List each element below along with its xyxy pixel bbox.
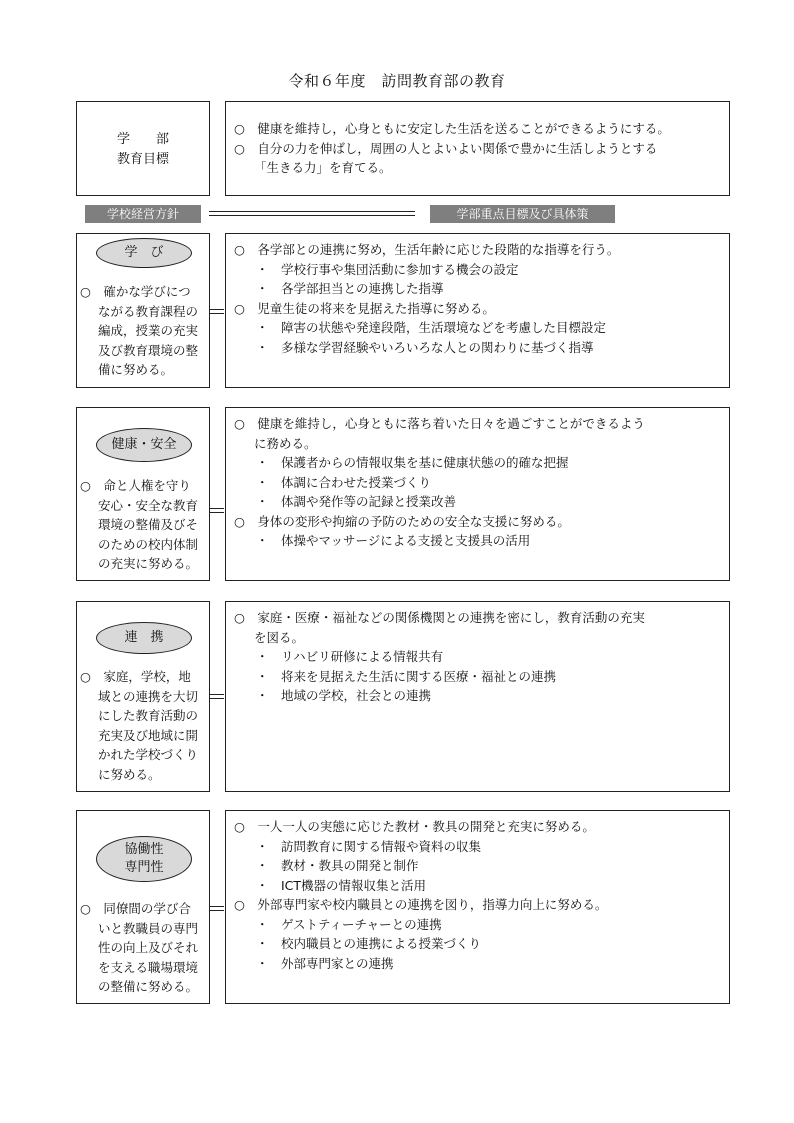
- goals-lines: [226, 602, 729, 706]
- goal-lines: [226, 102, 729, 178]
- policy-pill-label: 協働性: [124, 842, 164, 857]
- goal-item-line: ・ リハビリ研修による情報共有: [256, 649, 444, 664]
- goal-item-line: ・ 訪問教育に関する情報や資料の収集: [256, 838, 482, 854]
- goal-item-line: ・ 保護者からの情報収集を基に健康状態の的確な把握: [256, 455, 569, 470]
- policy-line: ○ 同僚間の学び合: [80, 901, 191, 916]
- policy-line: 備に努める。: [98, 362, 174, 377]
- connector-double-line: [210, 508, 224, 513]
- policy-line: ながる教育課程の: [98, 303, 199, 319]
- goal-item-line: ・ 将来を見据えた生活に関する医療・福祉との連携: [256, 668, 557, 684]
- goal-item-line: ○ 健康を維持し，心身ともに落ち着いた日々を過ごすことができるよう: [234, 416, 645, 431]
- goal-label-line-1: 学 部: [116, 132, 169, 147]
- page-title: 令和６年度 訪問教育部の教育: [288, 72, 506, 90]
- school-policy-header: 学校経営方針: [85, 205, 201, 223]
- goal-line: ○ 自分の力を伸ばし，周囲の人とよいよい関係で豊かに生活しようとする: [234, 140, 658, 156]
- goal-item-line: ・ 体調や発作等の記録と授業改善: [256, 494, 457, 509]
- connector-double-line: [210, 694, 224, 699]
- policy-pill-label: 専門性: [124, 860, 164, 875]
- policy-line: ○ 命と人権を守り: [80, 478, 191, 493]
- goal-item-line: に務める。: [254, 435, 317, 451]
- goals-lines: [226, 811, 729, 973]
- header-double-line: [209, 211, 415, 216]
- goal-content-box: [225, 101, 730, 196]
- policy-line: いと教職員の専門: [98, 920, 199, 936]
- policy-line: ○ 確かな学びにつ: [80, 284, 191, 299]
- goal-item-line: ○ 身体の変形や拘縮の予防のための安全な支援に努める。: [234, 513, 570, 529]
- policy-pill: [96, 428, 192, 462]
- goal-line: ○ 健康を維持し，心身ともに安定した生活を送ることができるようにする。: [234, 121, 670, 136]
- policy-text: [80, 282, 208, 380]
- goals-lines: [226, 234, 729, 357]
- policy-line: にした教育活動の: [98, 708, 199, 723]
- goal-item-line: ○ 外部専門家や校内職員との連携を図り，指導力向上に努める。: [234, 897, 608, 912]
- policy-text: [80, 476, 208, 574]
- goal-label-line-2: 教育目標: [116, 152, 169, 167]
- policy-line: 安心・安全な教育: [98, 497, 199, 513]
- goal-item-line: ・ 障害の状態や発達段階，生活環境などを考慮した目標設定: [256, 320, 607, 335]
- goal-item-line: ・ 学校行事や集団活動に参加する機会の設定: [256, 261, 519, 277]
- connector-double-line: [210, 309, 224, 314]
- goal-item-line: ・ ゲストティーチャーとの連携: [256, 916, 442, 932]
- goal-item-line: ・ 体操やマッサージによる支援と支援具の活用: [256, 533, 531, 548]
- policy-text: [80, 667, 208, 784]
- goal-item-line: を図る。: [254, 629, 305, 645]
- goal-item-line: ○ 家庭・医療・福祉などの関係機関との連携を密にし，教育活動の充実: [234, 610, 645, 625]
- policy-line: の整備に努める。: [98, 979, 199, 994]
- goal-item-line: ・ 地域の学校，社会との連携: [256, 688, 432, 703]
- goal-item-line: ・ 校内職員との連携による授業づくり: [256, 936, 482, 951]
- policy-pill: [96, 238, 192, 268]
- policy-line: かれた学校づくり: [98, 747, 199, 762]
- policy-pill-label: 健康・安全: [111, 437, 177, 452]
- policy-line: ○ 家庭，学校，地: [80, 669, 191, 684]
- department-goals-header: 学部重点目標及び具体策: [430, 205, 615, 223]
- policy-line: 環境の整備及びそ: [98, 517, 199, 532]
- goal-item-line: ・ 教材・教具の開発と制作: [256, 858, 419, 873]
- goal-item-line: ・ 多様な学習経験やいろいろな人との関わりに基づく指導: [256, 339, 594, 355]
- policy-line: の充実に努める。: [98, 556, 199, 571]
- policy-line: 編成，授業の充実: [98, 323, 199, 338]
- goal-item-line: ・ ICT機器の情報収集と活用: [256, 877, 427, 893]
- goal-item-line: ○ 児童生徒の将来を見据えた指導に努める。: [234, 300, 495, 316]
- goal-item-line: ・ 外部専門家との連携: [256, 955, 394, 971]
- goal-item-line: ○ 各学部との連携に努め，生活年齢に応じた段階的な指導を行う。: [234, 242, 620, 257]
- goals-box: [225, 407, 730, 581]
- policy-line: 充実及び地域に開: [98, 727, 199, 743]
- policy-text: [80, 899, 208, 997]
- policy-line: に努める。: [98, 766, 161, 782]
- goal-item-line: ・ 各学部担当との連携した指導: [256, 281, 444, 296]
- goals-box: [225, 810, 730, 1004]
- policy-line: 性の向上及びそれ: [98, 940, 199, 955]
- policy-line: 及び教育環境の整: [98, 342, 199, 358]
- goals-box: [225, 233, 730, 388]
- goal-label-box: [76, 101, 210, 196]
- connector-double-line: [210, 906, 224, 911]
- goal-item-line: ○ 一人一人の実態に応じた教材・教具の開発と充実に努める。: [234, 819, 595, 834]
- goals-box: [225, 601, 730, 792]
- policy-pill: [96, 836, 192, 882]
- policy-pill-label: 学 び: [124, 245, 164, 260]
- policy-line: を支える職場環境: [98, 959, 199, 975]
- goals-lines: [226, 408, 729, 551]
- goal-line: 「生きる力」を育てる。: [254, 160, 392, 175]
- goal-item-line: ・ 体調に合わせた授業づくり: [256, 474, 432, 490]
- policy-pill-label: 連 携: [124, 630, 164, 645]
- policy-pill: [96, 622, 192, 654]
- policy-line: 域との連携を大切: [98, 688, 199, 704]
- policy-line: のための校内体制: [98, 536, 199, 552]
